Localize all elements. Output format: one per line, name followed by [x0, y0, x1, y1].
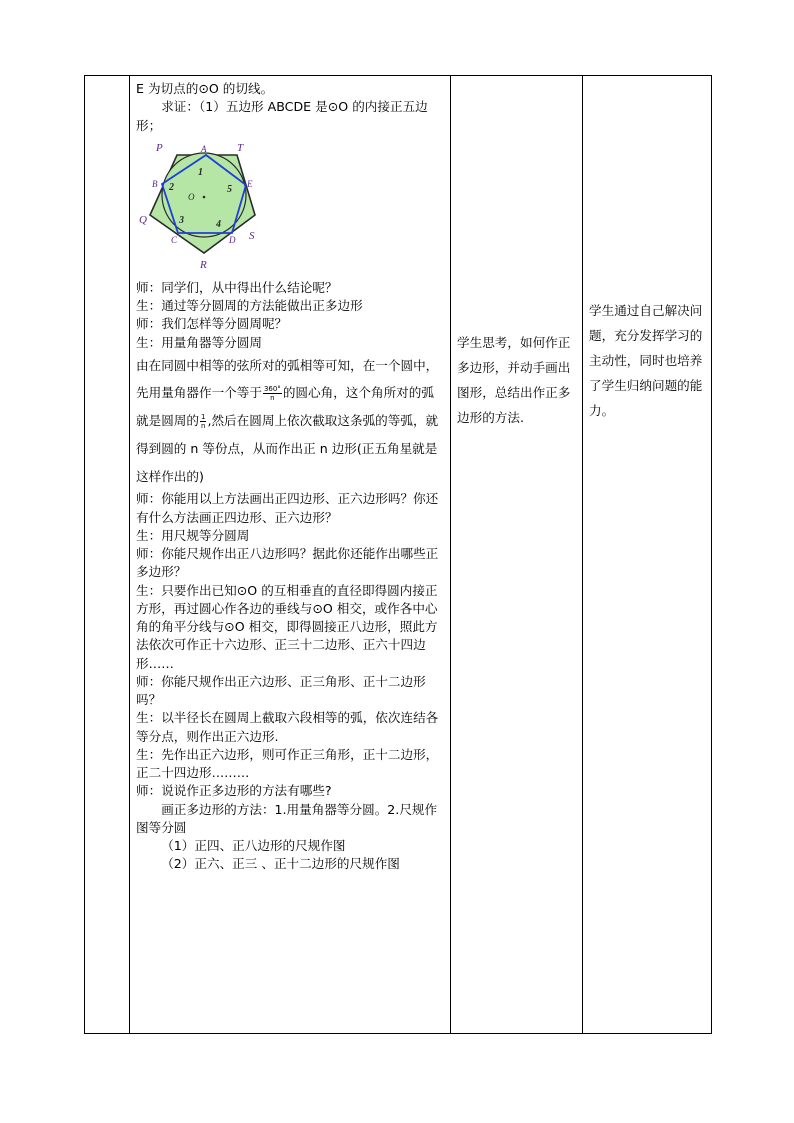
label-C: C — [171, 234, 178, 245]
dialog-line: 师：同学们，从中得出什么结论呢？ — [136, 279, 338, 295]
fraction-1-over-n: $\frac{1}{n}$ — [200, 413, 206, 431]
dialog-line: 师：你能尺规作出正八边形吗？据此你还能作出哪些正多边形？ — [136, 546, 439, 580]
dialog-line: 生：通过等分圆周的方法能做出正多边形 — [136, 298, 363, 313]
dialog-line: 生：先作出正六边形，则可作正三角形，正十二边形，正二十四边形……… — [136, 746, 439, 781]
teaching-process-cell — [130, 76, 451, 1034]
dialog-line: 生：用量角器等分圆周 — [136, 334, 262, 350]
design-intent-cell — [583, 76, 712, 1034]
dialog-line: 师：你能尺规作出正六边形、正三角形、正十二边形吗？ — [136, 673, 426, 708]
dialog-line: 师：说说作正多边形的方法有哪些? — [136, 783, 332, 799]
label-R: R — [200, 258, 207, 271]
paragraph-text: 的圆心角，这个角所对的弧就是圆周的 — [136, 385, 434, 429]
label-T: T — [237, 141, 244, 154]
label-S: S — [249, 229, 255, 242]
lesson-table — [84, 75, 712, 1034]
label-D: D — [229, 234, 236, 245]
angle-label-4: 4 — [216, 218, 221, 230]
paragraph-text: ,然后在圆周上依次截取这条弧的等弧，就得到圆的 n 等份点，从而作出正 n 边形(正五角星就是这样作出的) — [136, 413, 439, 484]
fraction-360-over-n: $\frac{360^\circ}{n}$ — [263, 385, 281, 403]
label-E: E — [247, 178, 253, 189]
text-line: E 为切点的⊙O 的切线。 — [136, 81, 274, 96]
dialog-line: 师：我们怎样等分圆周呢？ — [136, 316, 288, 332]
prove-statement: 求证：（1）五边形 ABCDE 是⊙O 的内接正五边形； — [136, 99, 428, 133]
label-P: P — [156, 141, 163, 154]
explanation-paragraph — [136, 352, 444, 491]
dialog-line: 师：你能用以上方法画出正四边形、正六边形吗？你还有什么方法画正四边形、正六边形？ — [136, 491, 439, 525]
design-intent-text: 学生通过自己解决问题，充分发挥学习的主动性，同时也培养了学生归纳问题的能力。 — [589, 303, 703, 418]
dialog-line: 生：用尺规等分圆周 — [136, 527, 250, 543]
label-A: A — [201, 143, 207, 154]
method-summary: 画正多边形的方法：1.用量角器等分圆。2.尺规作图等分圆 — [136, 801, 438, 835]
student-activity-cell — [451, 76, 583, 1034]
angle-label-3: 3 — [179, 214, 184, 226]
angle-label-2: 2 — [169, 181, 174, 193]
label-Q: Q — [139, 213, 147, 226]
angle-label-1: 1 — [198, 166, 203, 178]
method-item: （1）正四、正八边形的尺规作图 — [161, 838, 346, 854]
table-row — [85, 76, 712, 1034]
pentagon-diagram — [138, 139, 268, 273]
label-B: B — [152, 178, 158, 189]
paragraph-text: 由在同圆中相等的弦所对的弧相等可知，在一个圆中，先用量角器作一个等于 — [136, 357, 439, 401]
student-activity-text: 学生思考，如何作正多边形，并动手画出图形，总结出作正多边形的方法. — [457, 335, 571, 425]
method-item: （2）正六、正三 、正十二边形的尺规作图 — [161, 856, 400, 872]
angle-label-5: 5 — [227, 183, 232, 195]
dialog-line: 生：只要作出已知⊙O 的互相垂直的直径即得圆内接正方形，再过圆心作各边的垂线与⊙O 相交，或作各中心角的角平分线与⊙O 相交，即得圆接正八边形，照此方法依次可作正十六边形、正三十二边形、正六十四边形…… — [136, 582, 438, 671]
center-dot — [203, 195, 206, 198]
label-O: O — [188, 191, 195, 202]
blank-column-cell — [85, 76, 130, 1034]
dialog-line: 生：以半径长在圆周上截取六段相等的弧，依次连结各等分点，则作出正六边形. — [136, 710, 439, 744]
